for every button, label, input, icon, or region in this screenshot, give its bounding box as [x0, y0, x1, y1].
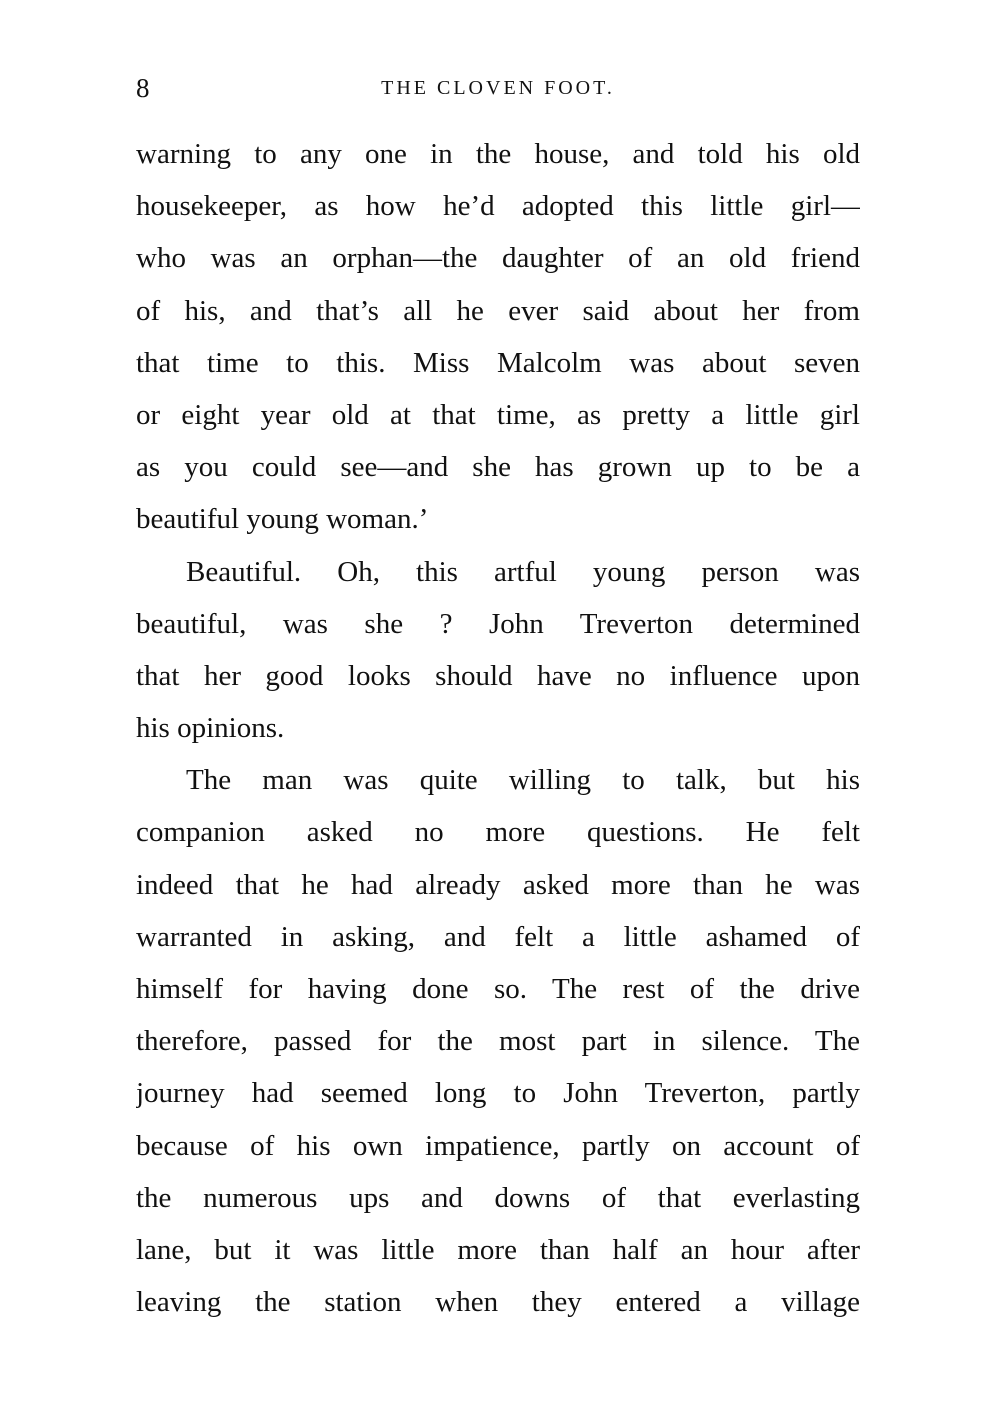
text-line: companion asked no more questions. He felt	[136, 816, 860, 849]
text-line: beautiful, was she ? John Treverton determined	[136, 607, 860, 640]
text-line: therefore, passed for the most part in silence. The	[136, 1025, 860, 1058]
text-line: housekeeper, as how he’d adopted this little girl—	[136, 190, 860, 223]
text-line: leaving the station when they entered a village	[136, 1286, 860, 1319]
body-text	[136, 128, 860, 1328]
running-title: THE CLOVEN FOOT.	[381, 77, 615, 99]
text-line: warning to any one in the house, and told his old	[136, 138, 860, 170]
text-line: of his, and that’s all he ever said about her from	[136, 294, 860, 327]
text-line: warranted in asking, and felt a little ashamed of	[136, 920, 860, 953]
text-line: journey had seemed long to John Treverton, partly	[136, 1077, 860, 1110]
text-line: who was an orphan—the daughter of an old friend	[136, 242, 860, 275]
text-line: lane, but it was little more than half an hour after	[136, 1233, 860, 1266]
text-line: that time to this. Miss Malcolm was about seven	[136, 346, 860, 379]
text-line: that her good looks should have no influence upon	[136, 659, 860, 692]
text-line: the numerous ups and downs of that everlasting	[136, 1181, 860, 1214]
text-line: himself for having done so. The rest of the drive	[136, 973, 860, 1005]
page-number: 8	[136, 73, 150, 103]
text-line: Beautiful. Oh, this artful young person was	[186, 555, 860, 588]
text-line: his opinions.	[136, 712, 285, 745]
text-line: The man was quite willing to talk, but his	[186, 764, 860, 797]
text-line: indeed that he had already asked more than he was	[136, 868, 860, 901]
text-line: or eight year old at that time, as pretty a little girl	[136, 398, 860, 431]
running-head	[136, 70, 860, 106]
text-line: as you could see—and she has grown up to be a	[136, 451, 860, 484]
text-line: beautiful young woman.’	[136, 503, 429, 536]
text-line: because of his own impatience, partly on account of	[136, 1129, 860, 1162]
